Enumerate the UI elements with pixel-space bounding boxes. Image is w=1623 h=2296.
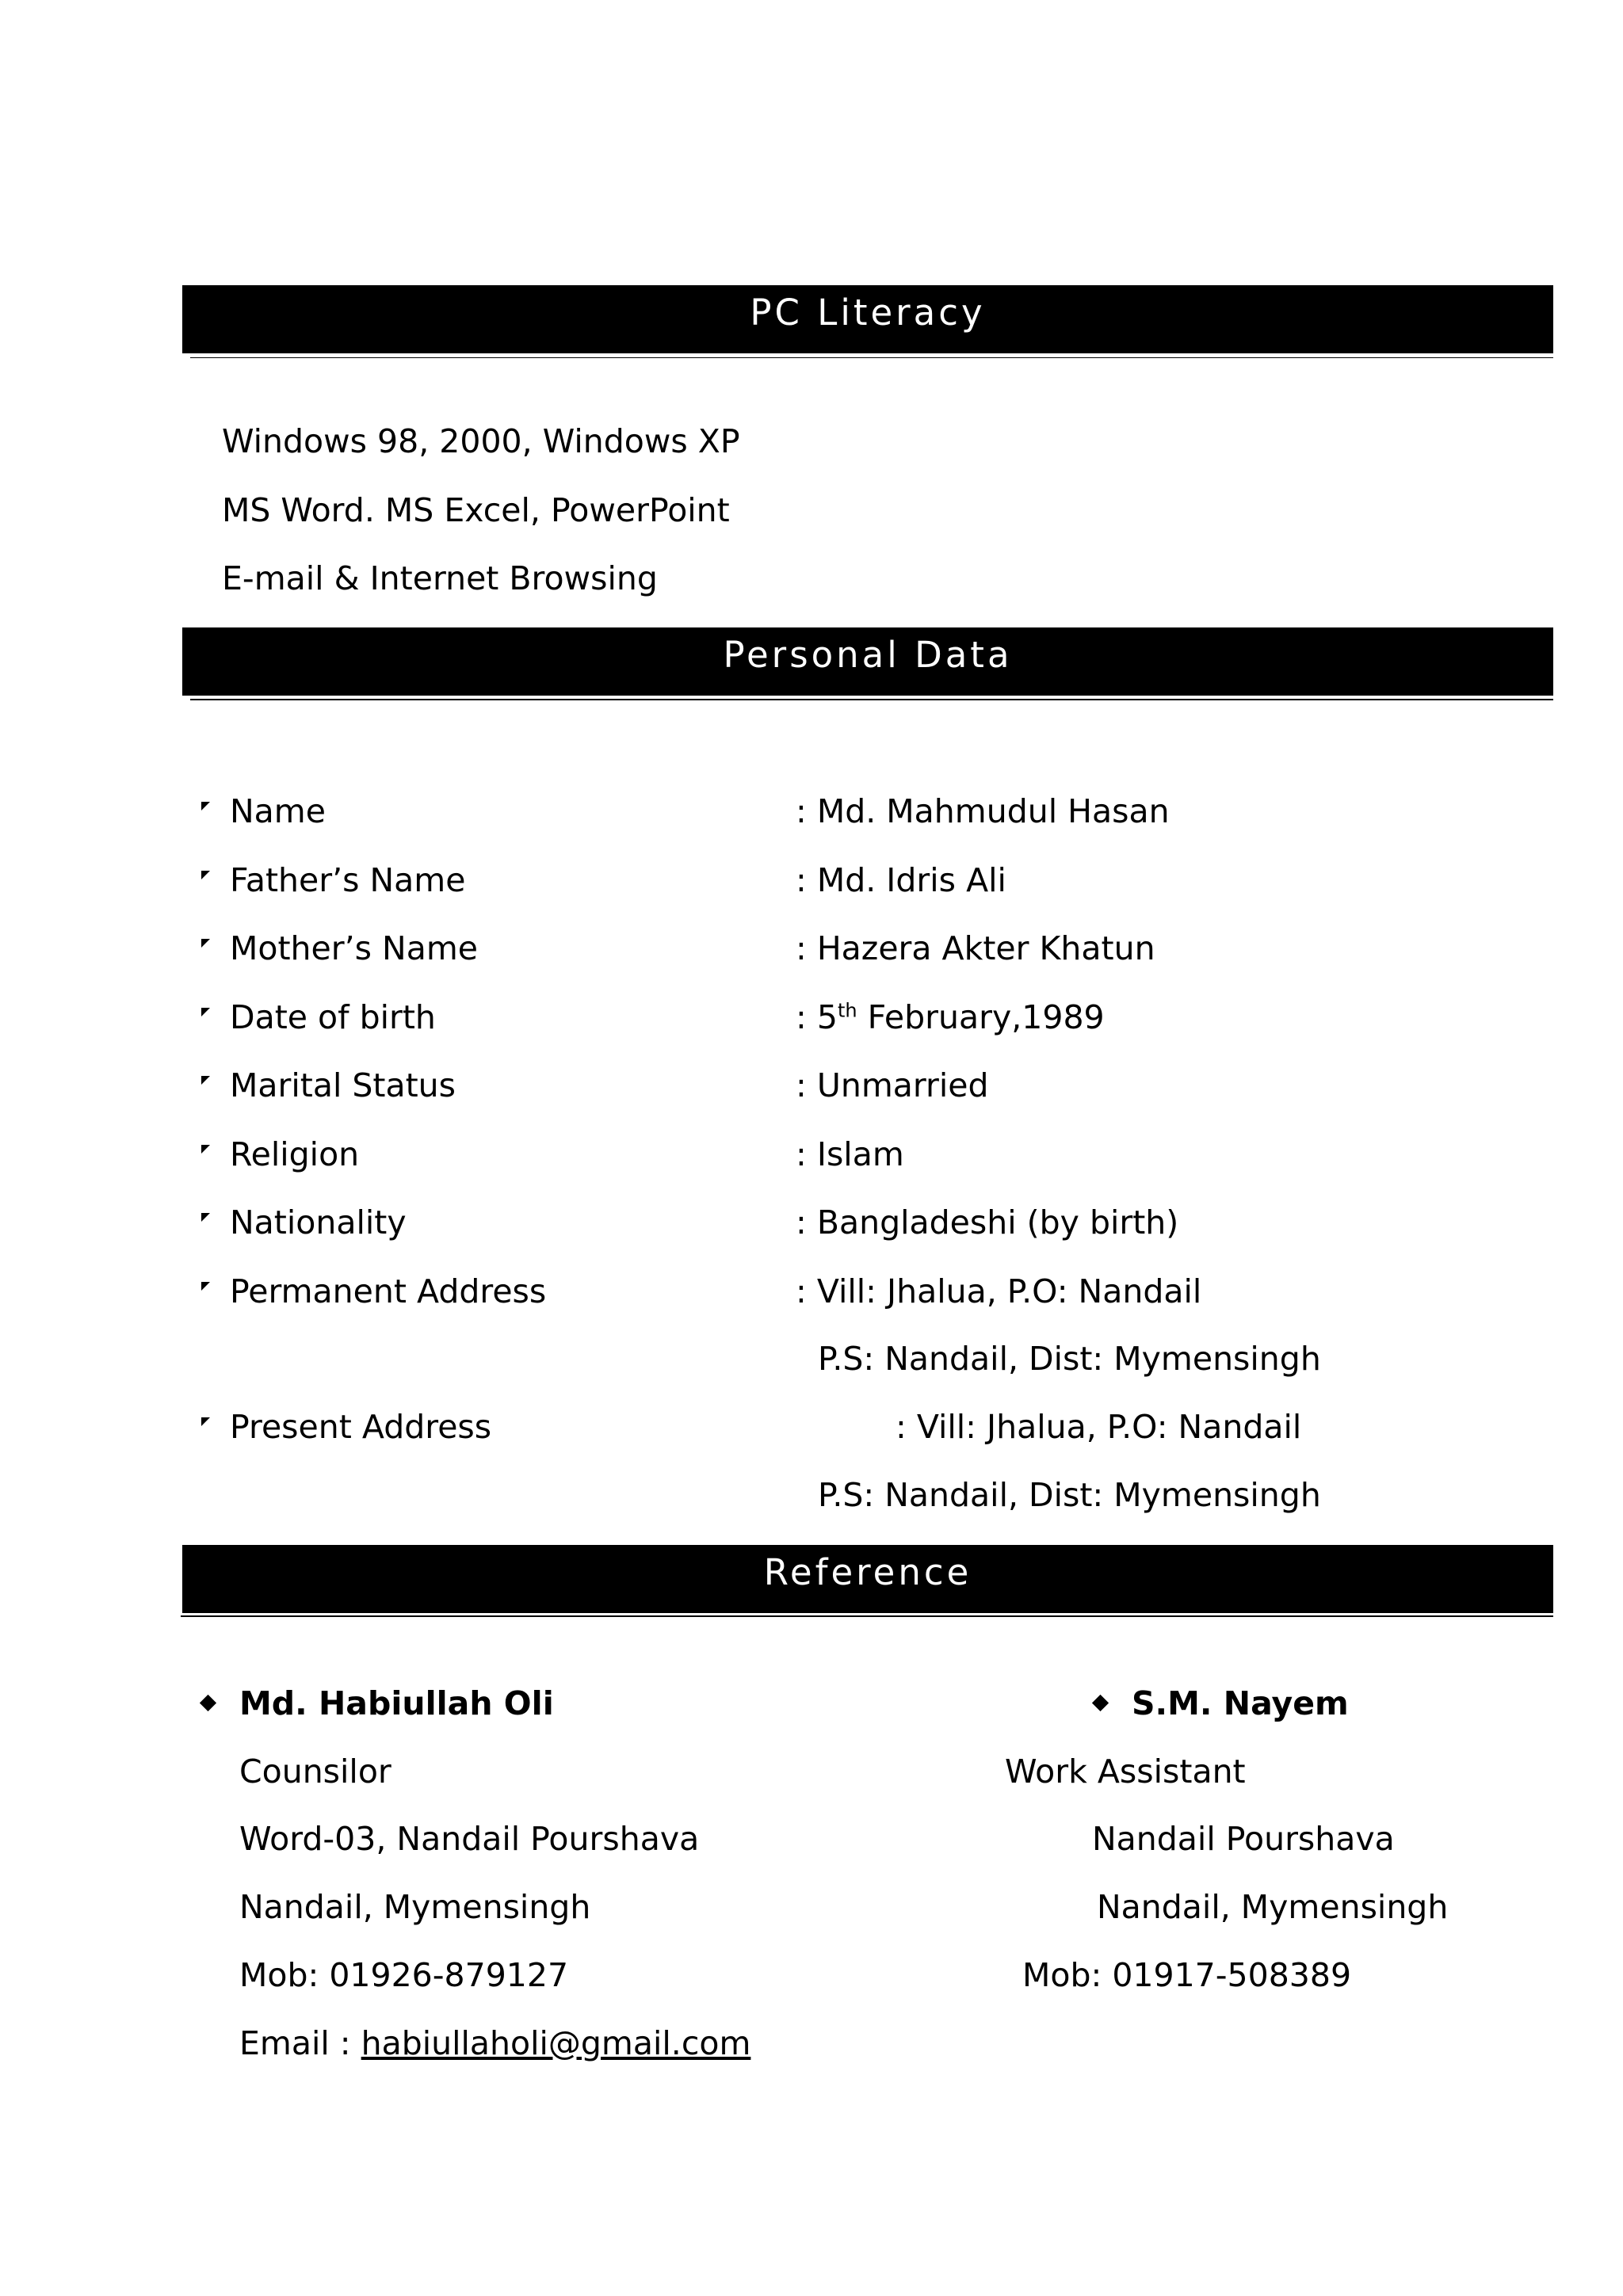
section-title: Personal Data xyxy=(723,634,1013,676)
diamond-bullet-icon xyxy=(1092,1695,1109,1711)
section-title: PC Literacy xyxy=(750,292,986,334)
field-value: : Vill: Jhalua, P.O: Nandail xyxy=(896,1408,1302,1446)
reference-mobile: Mob: 01917-508389 xyxy=(1022,1956,1352,1994)
field-value: : Md. Idris Ali xyxy=(796,861,1006,899)
reference-name: S.M. Nayem xyxy=(1132,1684,1349,1722)
field-label: Permanent Address xyxy=(230,1272,547,1310)
field-label: Present Address xyxy=(230,1408,492,1446)
field-value: : Vill: Jhalua, P.O: Nandail xyxy=(796,1272,1202,1310)
triangle-bullet-icon xyxy=(201,1417,210,1426)
section-title: Reference xyxy=(763,1551,972,1593)
triangle-bullet-icon xyxy=(201,1282,210,1291)
diamond-bullet-icon xyxy=(200,1695,216,1711)
dob-rest: February,1989 xyxy=(857,998,1105,1036)
skill-item: E-mail & Internet Browsing xyxy=(222,559,658,597)
field-label: Name xyxy=(230,792,326,830)
reference-address-line: Nandail, Mymensingh xyxy=(1097,1888,1449,1926)
reference-title: Counsilor xyxy=(239,1753,391,1791)
field-label: Nationality xyxy=(230,1203,407,1241)
field-value: : Md. Mahmudul Hasan xyxy=(796,792,1170,830)
field-value xyxy=(796,998,1105,1036)
divider xyxy=(190,699,1553,700)
reference-name: Md. Habiullah Oli xyxy=(239,1684,554,1722)
email-label: Email : xyxy=(239,2024,361,2062)
field-value: : Unmarried xyxy=(796,1066,989,1104)
triangle-bullet-icon xyxy=(201,802,210,810)
skill-item: Windows 98, 2000, Windows XP xyxy=(222,422,740,460)
section-header-pc-literacy xyxy=(182,285,1553,353)
field-label: Mother’s Name xyxy=(230,929,478,967)
triangle-bullet-icon xyxy=(201,1213,210,1222)
triangle-bullet-icon xyxy=(201,939,210,948)
email-link[interactable]: habiullaholi@gmail.com xyxy=(361,2024,751,2062)
reference-address-line: Nandail, Mymensingh xyxy=(239,1888,591,1926)
reference-email-row xyxy=(239,2024,750,2062)
field-label: Religion xyxy=(230,1135,360,1173)
field-value-line2: P.S: Nandail, Dist: Mymensingh xyxy=(818,1340,1321,1378)
field-label: Marital Status xyxy=(230,1066,456,1104)
field-value: : Hazera Akter Khatun xyxy=(796,929,1155,967)
dob-ordinal: th xyxy=(837,999,857,1022)
dob-day: : 5 xyxy=(796,998,838,1036)
triangle-bullet-icon xyxy=(201,1076,210,1085)
field-label: Date of birth xyxy=(230,998,436,1036)
field-value-line2: P.S: Nandail, Dist: Mymensingh xyxy=(818,1476,1321,1514)
triangle-bullet-icon xyxy=(201,1145,210,1154)
section-header-reference xyxy=(182,1545,1553,1613)
triangle-bullet-icon xyxy=(201,871,210,879)
triangle-bullet-icon xyxy=(201,1008,210,1016)
divider xyxy=(181,1615,1553,1617)
field-label: Father’s Name xyxy=(230,861,466,899)
reference-address-line: Nandail Pourshava xyxy=(1092,1820,1395,1858)
reference-mobile: Mob: 01926-879127 xyxy=(239,1956,569,1994)
section-header-personal-data xyxy=(182,627,1553,696)
skill-item: MS Word. MS Excel, PowerPoint xyxy=(222,491,730,529)
reference-title: Work Assistant xyxy=(1005,1753,1246,1791)
field-value: : Bangladeshi (by birth) xyxy=(796,1203,1179,1241)
field-value: : Islam xyxy=(796,1135,904,1173)
reference-address-line: Word-03, Nandail Pourshava xyxy=(239,1820,700,1858)
divider xyxy=(190,357,1553,358)
